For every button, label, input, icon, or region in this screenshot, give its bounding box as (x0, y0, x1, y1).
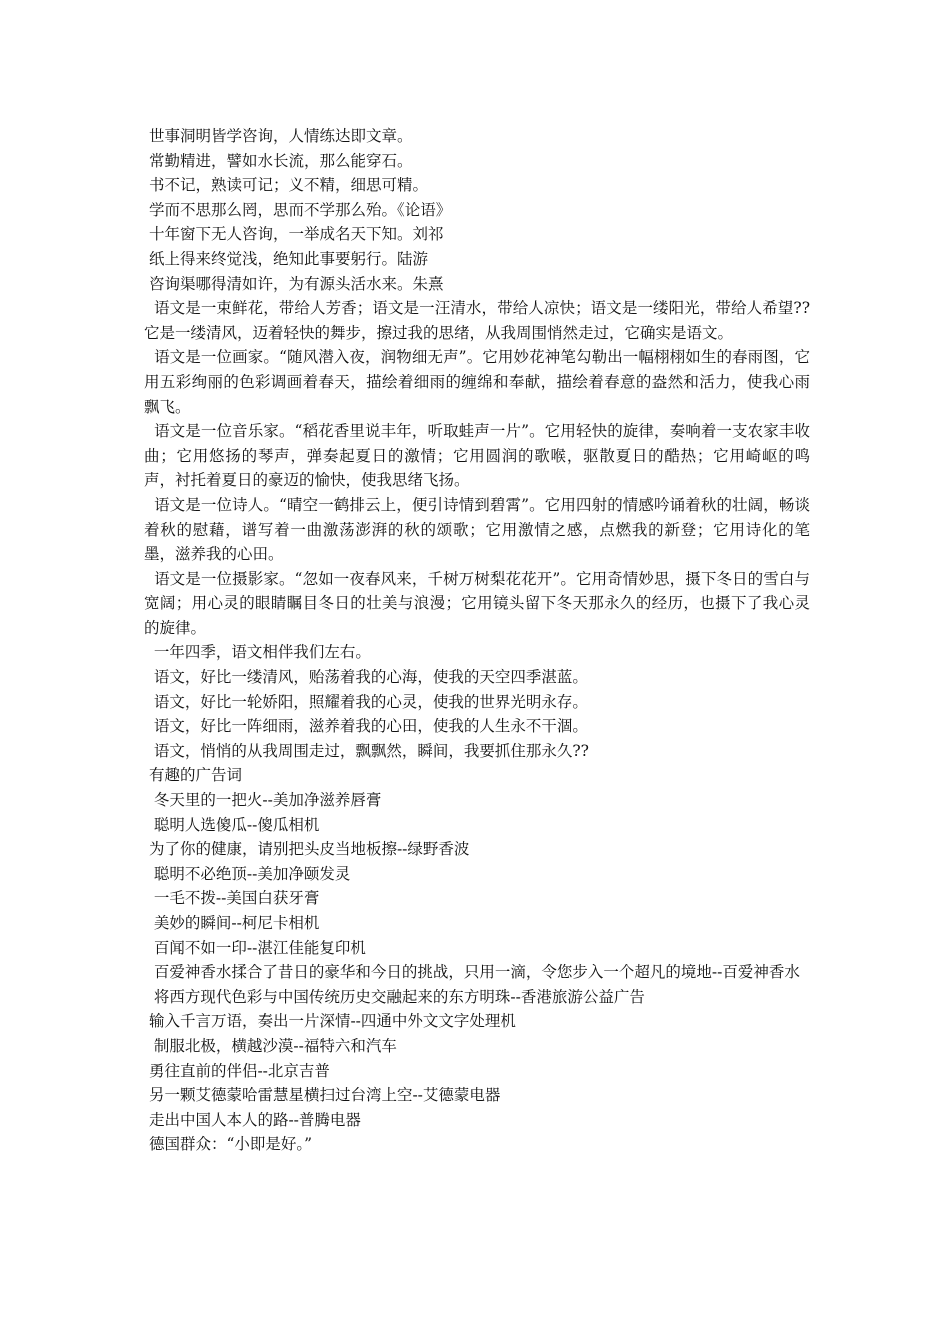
text-line: 纸上得来终觉浅，绝知此事要躬行。陆游 (144, 249, 428, 268)
ad-slogan: 一毛不拨--美国白获牙膏 (144, 889, 320, 908)
text-line: 语文，好比一轮娇阳，照耀着我的心灵，使我的世界光明永存。 (144, 692, 588, 711)
ad-slogan: 百闻不如一印--湛江佳能复印机 (144, 938, 366, 957)
text-line: 一年四季，语文相伴我们左右。 (144, 643, 371, 662)
ad-slogan: 勇往直前的伴侣--北京吉普 (144, 1061, 330, 1080)
ad-slogan: 德国群众：“小即是好。” (144, 1135, 313, 1154)
paragraph: 语文是一束鲜花，带给人芳香；语文是一汪清水，带给人凉快；语文是一缕阳光，带给人希望??它是一缕清风，迈着轻快的舞步，擦过我的思绪，从我周围悄然走过，它确实是语文。 (144, 299, 810, 342)
ad-slogan: 聪明不必绝顶--美加净颐发灵 (144, 864, 351, 883)
document-body (144, 124, 810, 1157)
text-line: 十年窗下无人咨询，一举成名天下知。刘祁 (144, 225, 444, 244)
text-line: 常勤精进，譬如水长流，那么能穿石。 (144, 151, 413, 170)
text-line: 语文，悄悄的从我周围走过，飘飘然，瞬间，我要抓住那永久?? (144, 741, 589, 760)
ad-slogan: 制服北极，横越沙漠--福特六和汽车 (144, 1036, 397, 1055)
ad-slogan: 将西方现代色彩与中国传统历史交融起来的东方明珠--香港旅游公益广告 (144, 987, 645, 1006)
ad-slogan: 美妙的瞬间--柯尼卡相机 (144, 914, 320, 932)
text-line: 学而不思那么罔，思而不学那么殆。《论语》 (144, 200, 452, 219)
ad-slogan: 走出中国人本人的路--普腾电器 (144, 1110, 361, 1129)
ad-slogan: 为了你的健康，请别把头皮当地板擦--绿野香波 (144, 840, 470, 859)
section-heading: 有趣的广告词 (144, 766, 242, 785)
paragraph: 语文是一位画家。“随风潜入夜，润物细无声”。它用妙花神笔勾勒出一幅栩栩如生的春雨图，它用五彩绚丽的色彩调画着春天，描绘着细雨的缠绵和奉献，描绘着春意的盎然和活力，使我心雨飘飞。 (144, 348, 810, 416)
ad-slogan: 冬天里的一把火--美加净滋养唇膏 (144, 791, 382, 810)
text-line: 语文，好比一阵细雨，滋养着我的心田，使我的人生永不干涸。 (144, 717, 588, 736)
text-line: 语文，好比一缕清风，贻荡着我的心海，使我的天空四季湛蓝。 (144, 668, 588, 687)
paragraph: 语文是一位音乐家。“稻花香里说丰年，听取蛙声一片”。它用轻快的旋律，奏响着一支农家丰收曲；它用悠扬的琴声，弹奏起夏日的激情；它用圆润的歌喉，驱散夏日的酷热；它用崎岖的鸣声，衬托着夏日的豪迈的愉快，使我思绪飞扬。 (144, 422, 810, 490)
paragraph: 语文是一位摄影家。“忽如一夜春风来，千树万树梨花花开”。它用奇情妙思，摄下冬日的雪白与宽阔；用心灵的眼睛瞩目冬日的壮美与浪漫；它用镜头留下冬天那永久的经历，也摄下了我心灵的旋律。 (144, 569, 810, 637)
ad-slogan: 聪明人选傻瓜--傻瓜相机 (144, 815, 320, 834)
ad-slogan: 百爱神香水揉合了昔日的豪华和今日的挑战，只用一滴，令您步入一个超凡的境地--百爱神香水 (144, 963, 800, 982)
ad-slogan: 另一颗艾德蒙哈雷慧星横扫过台湾上空--艾德蒙电器 (144, 1086, 501, 1105)
text-line: 世事洞明皆学咨询，人情练达即文章。 (144, 127, 413, 145)
text-line: 书不记，熟读可记；义不精，细思可精。 (144, 176, 428, 195)
text-line: 咨询渠哪得清如许，为有源头活水来。朱熹 (144, 274, 444, 293)
ad-slogan: 输入千言万语，奏出一片深情--四通中外文文字处理机 (144, 1012, 516, 1031)
paragraph: 语文是一位诗人。“晴空一鹤排云上，便引诗情到碧霄”。它用四射的情感吟诵着秋的壮阔，畅谈着秋的慰藉，谱写着一曲激荡澎湃的秋的颂歌；它用激情之感，点燃我的新登；它用诗化的笔墨，滋养我的心田。 (144, 495, 810, 564)
